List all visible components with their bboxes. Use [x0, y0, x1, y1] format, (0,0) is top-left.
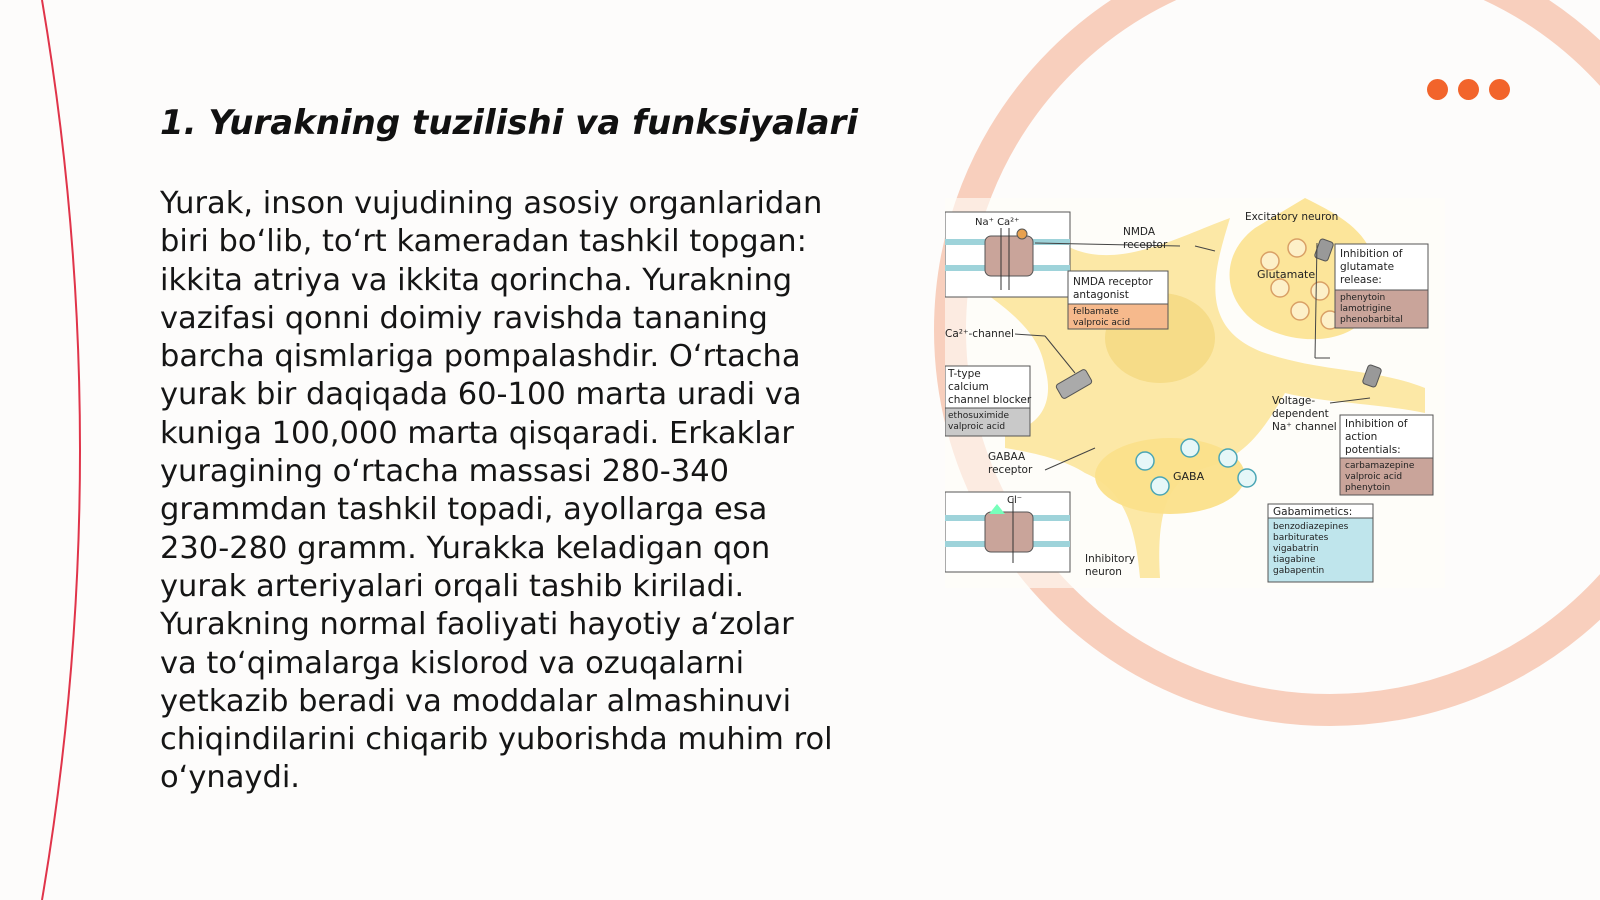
- slide-title: 1. Yurakning tuzilishi va funksiyalari: [160, 103, 858, 143]
- t-type-blocker-box: [945, 366, 1032, 436]
- slide-body-text: Yurak, inson vujudining asosiy organlaridan biri bo‘lib, to‘rt kameradan tashkil topgan: ikkita atriya va ikkita qorincha. Yurakning vazifasi qonni doimiy ravishda tananing barcha qismlariga pompalashdir. O‘rtacha yurak bir daqiqada 60-100 marta uradi va kuniga 100,000 marta qisqaradi. Erkaklar yuragining o‘rtacha massasi 280-340 grammdan tashkil topadi, ayollarga esa 230-280 gramm. Yurakka keladigan qon yurak arteriyalari orqali tashib kiriladi. Yurakning normal faoliyati hayotiy a‘zolar va to‘qimalarga kislorod va ozuqalarni yetkazib beradi va moddalar almashinuvi chiqindilarini chiqarib yuborishda muhim rol o‘ynaydi.: [160, 186, 833, 796]
- svg-text:phenytoinlamotriginephenobarbi: phenytoin lamotrigine phenobarbital: [1340, 293, 1403, 325]
- cl-ion-label: Cl⁻: [1007, 495, 1023, 506]
- excitatory-neuron-label: Excitatory neuron: [1245, 211, 1339, 223]
- svg-text:ethosuximidevalproic acid: ethosuximide valproic acid: [948, 411, 1010, 432]
- svg-text:NMDA receptorantagonist: NMDA receptor antagonist: [1073, 276, 1153, 301]
- three-dots-icon: [1427, 79, 1517, 101]
- dot: [1489, 79, 1510, 100]
- left-curve-line: [42, 0, 80, 900]
- svg-text:felbamatevalproic acid: felbamate valproic acid: [1073, 307, 1131, 328]
- inhibitory-terminal: [1095, 438, 1245, 514]
- nmda-receptor-label: NMDA receptor: [1123, 226, 1168, 251]
- voltage-channel-label: Voltage- dependent Na⁺ channel: [1272, 395, 1337, 433]
- action-potentials-box: [1340, 415, 1433, 495]
- synapse-diagram: [945, 198, 1445, 588]
- glutamate-release-box: [1335, 244, 1428, 328]
- ion-top-label: Na⁺ Ca²⁺: [975, 217, 1020, 228]
- svg-text:Gabamimetics:: Gabamimetics:: [1273, 506, 1353, 518]
- ca-channel-label: Ca²⁺-channel: [945, 328, 1014, 340]
- svg-text:benzodiazepines barbit: benzodiazepines barbiturates vigabatrin tiagabine gabapentin: [1273, 522, 1349, 576]
- inhibitory-neuron-label: Inhibitory neuron: [1085, 553, 1135, 578]
- gabamimetics-box: [1268, 504, 1373, 582]
- svg-text:carbamazepinevalproic acidphen: carbamazepine valproic acid phenytoin: [1345, 461, 1415, 493]
- svg-text:Inhibition ofactionpotentials:: Inhibition of action potentials:: [1345, 418, 1408, 456]
- dot: [1427, 79, 1448, 100]
- glutamate-label: Glutamate: [1257, 268, 1316, 281]
- svg-text:Inhibition ofglutamaterelease:: Inhibition of glutamate release:: [1340, 248, 1403, 286]
- dot: [1458, 79, 1479, 100]
- nmda-antagonist-box: [1068, 271, 1168, 329]
- gaba-label: GABA: [1173, 470, 1205, 483]
- svg-text:T-typecalciumchannel blocker: T-type calcium channel blocker: [948, 368, 1032, 406]
- gaba-receptor-label: GABAA receptor: [988, 451, 1033, 476]
